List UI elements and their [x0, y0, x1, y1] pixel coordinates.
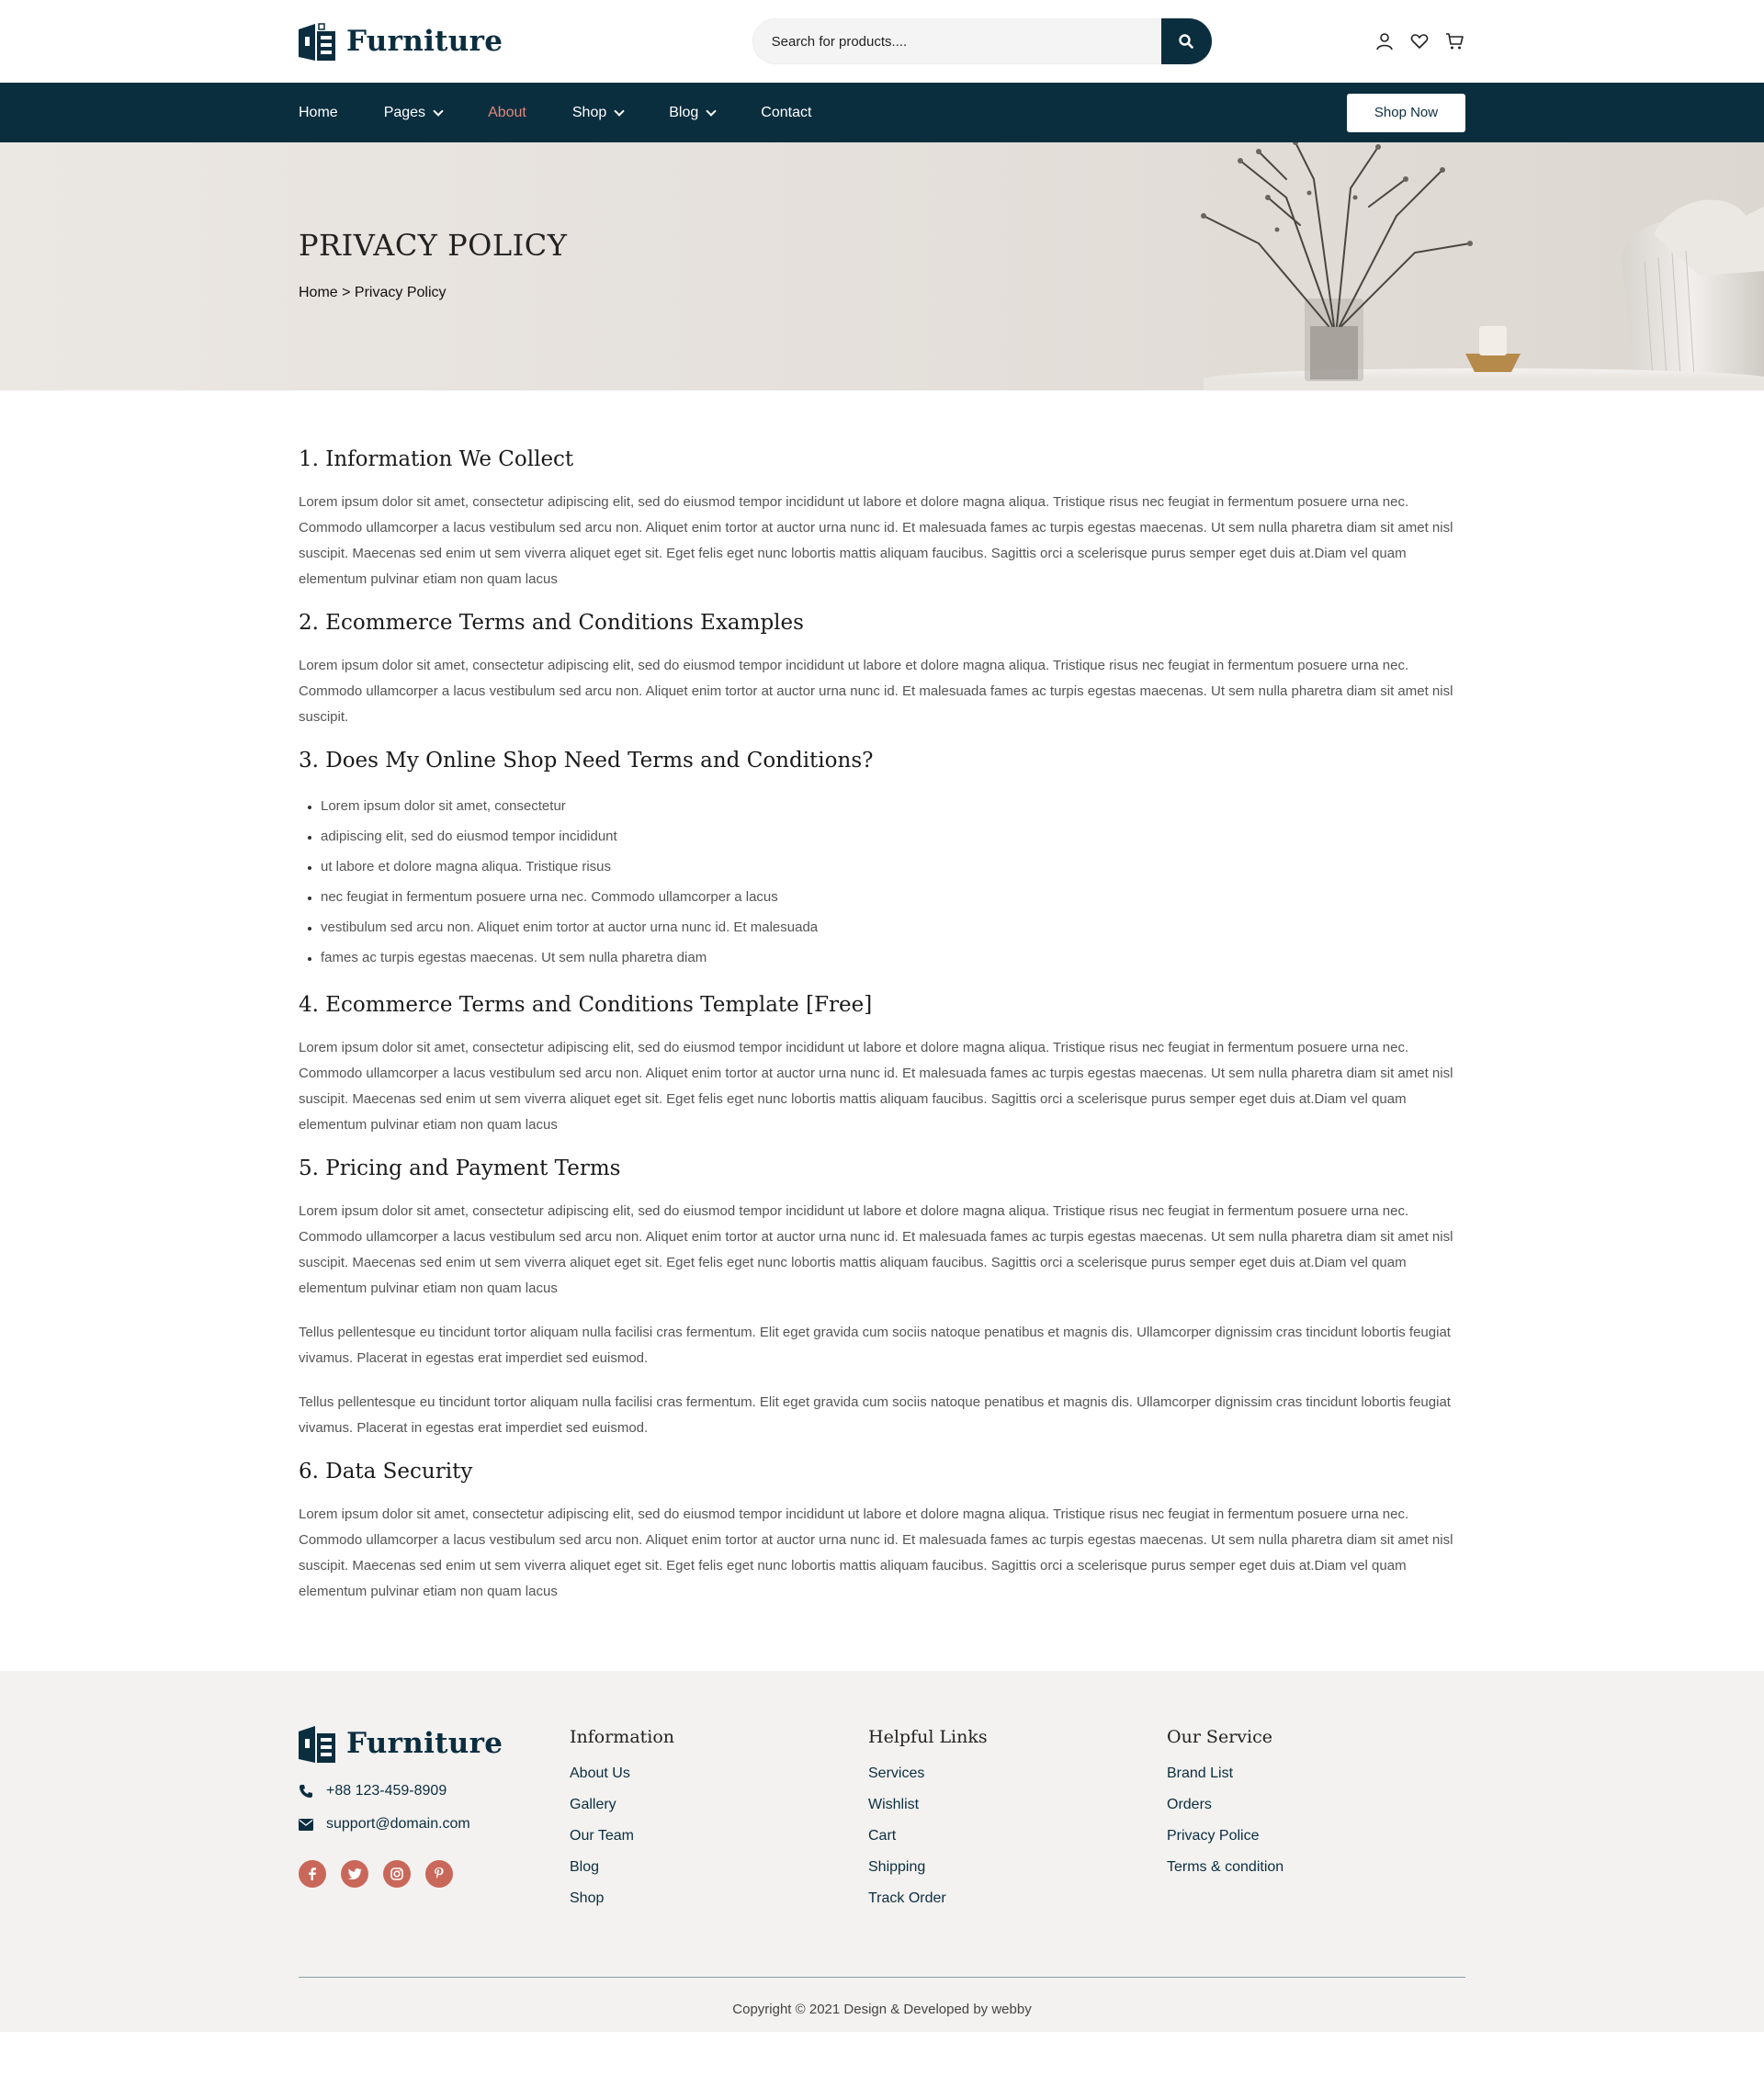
logo-icon — [299, 22, 335, 61]
footer-link[interactable]: Blog — [570, 1859, 600, 1875]
nav-item-contact[interactable] — [761, 105, 811, 121]
footer-link[interactable]: Wishlist — [868, 1797, 920, 1812]
footer-link[interactable]: About Us — [570, 1765, 630, 1781]
nav-item-blog[interactable] — [669, 105, 715, 121]
bullet-item: • nec feugiat in fermentum posuere urna nec. Commodo ullamcorper a lacus — [321, 882, 1465, 912]
cart-icon[interactable] — [1443, 30, 1465, 52]
section-paragraph: Lorem ipsum dolor sit amet, consectetur adipiscing elit, sed do eiusmod tempor incididunt ut labore et dolore magna aliqua. Tristique risus nec feugiat in fermentum posuere urna nec. Commodo ullamcorper a lacus vestibulum sed arcu non. Aliquet enim tortor at auctor urna nunc id. Et malesuada fames ac turpis egestas maecenas. Ut sem nulla pharetra diam sit amet nisl suscipit. Maecenas sed enim ut sem viverra aliquet eget sit. Eget felis eget nunc lobortis mattis aliquam faucibus. Sagittis orci a scelerisque purus semper eget duis at.Diam vel quam elementum pulvinar etiam non quam lacus — [299, 494, 1453, 587]
search-button[interactable] — [1161, 18, 1212, 64]
footer-column-our-service — [1167, 1724, 1465, 1922]
footer-link[interactable]: Gallery — [570, 1797, 616, 1812]
policy-section — [299, 749, 1465, 973]
section-paragraph: Lorem ipsum dolor sit amet, consectetur adipiscing elit, sed do eiusmod tempor incididunt ut labore et dolore magna aliqua. Tristique risus nec feugiat in fermentum posuere urna nec. Commodo ullamcorper a lacus vestibulum sed arcu non. Aliquet enim tortor at auctor urna nunc id. Et malesuada fames ac turpis egestas maecenas. Ut sem nulla pharetra diam sit amet nisl suscipit. Maecenas sed enim ut sem viverra aliquet eget sit. Eget felis eget nunc lobortis mattis aliquam faucibus. Sagittis orci a scelerisque purus semper eget duis at.Diam vel quam elementum pulvinar etiam non quam lacus — [299, 1040, 1453, 1133]
footer-email[interactable] — [299, 1816, 570, 1833]
heart-icon[interactable] — [1408, 30, 1430, 52]
policy-section — [299, 1460, 1465, 1605]
footer-phone[interactable] — [299, 1783, 570, 1799]
footer-link[interactable]: Cart — [868, 1828, 897, 1844]
footer-link[interactable]: Shop — [570, 1890, 605, 1906]
instagram-icon[interactable] — [383, 1860, 411, 1888]
section-paragraph: Lorem ipsum dolor sit amet, consectetur adipiscing elit, sed do eiusmod tempor incididunt ut labore et dolore magna aliqua. Tristique risus nec feugiat in fermentum posuere urna nec. Commodo ullamcorper a lacus vestibulum sed arcu non. Aliquet enim tortor at auctor urna nunc id. Et malesuada fames ac turpis egestas maecenas. Ut sem nulla pharetra diam sit amet nisl suscipit. Maecenas sed enim ut sem viverra aliquet eget sit. Eget felis eget nunc lobortis mattis aliquam faucibus. Sagittis orci a scelerisque purus semper eget duis at.Diam vel quam elementum pulvinar etiam non quam lacus — [299, 1203, 1453, 1296]
footer-link[interactable]: Our Team — [570, 1828, 634, 1844]
nav-item-label: Contact — [761, 104, 812, 120]
footer-column-helpful-links — [868, 1724, 1167, 1922]
phone-icon — [299, 1784, 313, 1799]
chevron-down-icon — [615, 106, 625, 116]
page-hero — [0, 142, 1764, 390]
main-nav — [0, 83, 1764, 142]
footer-link[interactable]: Shipping — [868, 1859, 926, 1875]
nav-menu — [299, 105, 857, 121]
search-icon — [1179, 34, 1193, 49]
policy-section — [299, 611, 1465, 730]
section-heading: 5. Pricing and Payment Terms — [299, 1156, 621, 1180]
header-actions — [1374, 30, 1465, 52]
search-bar — [752, 18, 1212, 64]
section-heading: 4. Ecommerce Terms and Conditions Template [Free] — [299, 993, 873, 1017]
policy-section — [299, 1156, 1465, 1441]
bullet-item: • adipiscing elit, sed do eiusmod tempor incididunt — [321, 821, 1465, 852]
footer-link[interactable]: Terms & condition — [1167, 1859, 1284, 1875]
footer-link[interactable]: Brand List — [1167, 1765, 1234, 1781]
section-heading: 1. Information We Collect — [299, 447, 574, 471]
section-paragraph: Lorem ipsum dolor sit amet, consectetur adipiscing elit, sed do eiusmod tempor incididunt ut labore et dolore magna aliqua. Tristique risus nec feugiat in fermentum posuere urna nec. Commodo ullamcorper a lacus vestibulum sed arcu non. Aliquet enim tortor at auctor urna nunc id. Et malesuada fames ac turpis egestas maecenas. Ut sem nulla pharetra diam sit amet nisl suscipit. — [299, 658, 1453, 725]
brand-name: Furniture — [346, 25, 503, 58]
bullet-list — [299, 791, 1465, 973]
footer-logo[interactable] — [299, 1724, 570, 1763]
nav-item-about[interactable] — [488, 105, 526, 121]
nav-item-shop[interactable] — [572, 105, 623, 121]
bullet-item: • vestibulum sed arcu non. Aliquet enim tortor at auctor urna nunc id. Et malesuada — [321, 912, 1465, 942]
phone-number: +88 123-459-8909 — [326, 1783, 447, 1799]
search-input[interactable] — [752, 18, 1161, 64]
policy-section — [299, 447, 1465, 592]
social-links — [299, 1860, 570, 1888]
facebook-icon[interactable] — [299, 1860, 326, 1888]
twitter-icon[interactable] — [341, 1860, 368, 1888]
nav-item-label: Home — [299, 104, 338, 120]
section-heading: 6. Data Security — [299, 1460, 473, 1483]
nav-item-label: About — [488, 104, 526, 120]
email-address: support@domain.com — [326, 1816, 470, 1832]
section-paragraph: Tellus pellentesque eu tincidunt tortor aliquam nulla facilisi cras fermentum. Elit eget gravida cum sociis natoque penatibus et magnis dis. Ullamcorper dignissim cras tincidunt lobortis feugiat vivamus. Placerat in egestas erat imperdiet sed euismod. — [299, 1394, 1451, 1436]
footer-column-title: Helpful Links — [868, 1727, 988, 1747]
section-heading: 3. Does My Online Shop Need Terms and Conditions? — [299, 749, 874, 773]
logo-icon — [299, 1724, 335, 1763]
footer-column-title: Our Service — [1167, 1727, 1272, 1747]
footer-link[interactable]: Services — [868, 1765, 925, 1781]
footer-link[interactable]: Privacy Police — [1167, 1828, 1260, 1844]
section-heading: 2. Ecommerce Terms and Conditions Examples — [299, 611, 804, 635]
user-icon[interactable] — [1374, 30, 1396, 52]
footer-column-information — [570, 1724, 868, 1922]
bullet-item: • Lorem ipsum dolor sit amet, consectetur — [321, 791, 1465, 821]
bullet-item: • fames ac turpis egestas maecenas. Ut sem nulla pharetra diam — [321, 942, 1465, 973]
pinterest-icon[interactable] — [425, 1860, 453, 1888]
brand-logo[interactable] — [299, 22, 503, 61]
footer-column-title: Information — [570, 1727, 675, 1747]
nav-item-label: Blog — [669, 104, 699, 120]
breadcrumb[interactable]: Home > Privacy Policy — [299, 285, 447, 300]
top-header — [0, 0, 1764, 83]
footer-link[interactable]: Orders — [1167, 1797, 1212, 1812]
page-title: PRIVACY POLICY — [299, 228, 568, 263]
nav-item-home[interactable] — [299, 105, 338, 121]
nav-item-label: Shop — [571, 104, 607, 120]
nav-item-label: Pages — [383, 104, 426, 120]
brand-name: Furniture — [346, 1727, 503, 1760]
footer-brand-column — [299, 1724, 570, 1922]
footer-link[interactable]: Track Order — [868, 1890, 946, 1906]
envelope-icon — [299, 1819, 313, 1831]
chevron-down-icon — [433, 106, 443, 116]
policy-section — [299, 993, 1465, 1138]
chevron-down-icon — [707, 106, 717, 116]
bullet-item: • ut labore et dolore magna aliqua. Tristique risus — [321, 852, 1465, 882]
copyright: Copyright © 2021 Design & Developed by webby — [299, 1977, 1465, 2017]
section-paragraph: Tellus pellentesque eu tincidunt tortor aliquam nulla facilisi cras fermentum. Elit eget gravida cum sociis natoque penatibus et magnis dis. Ullamcorper dignissim cras tincidunt lobortis feugiat vivamus. Placerat in egestas erat imperdiet sed euismod. — [299, 1325, 1451, 1366]
shop-now-button[interactable]: Shop Now — [1347, 94, 1465, 132]
section-paragraph: Lorem ipsum dolor sit amet, consectetur adipiscing elit, sed do eiusmod tempor incididunt ut labore et dolore magna aliqua. Tristique risus nec feugiat in fermentum posuere urna nec. Commodo ullamcorper a lacus vestibulum sed arcu non. Aliquet enim tortor at auctor urna nunc id. Et malesuada fames ac turpis egestas maecenas. Ut sem nulla pharetra diam sit amet nisl suscipit. Maecenas sed enim ut sem viverra aliquet eget sit. Eget felis eget nunc lobortis mattis aliquam faucibus. Sagittis orci a scelerisque purus semper eget duis at.Diam vel quam elementum pulvinar etiam non quam lacus — [299, 1506, 1453, 1599]
nav-item-pages[interactable] — [384, 105, 442, 121]
site-footer — [0, 1671, 1764, 2032]
policy-content — [0, 390, 1764, 1671]
